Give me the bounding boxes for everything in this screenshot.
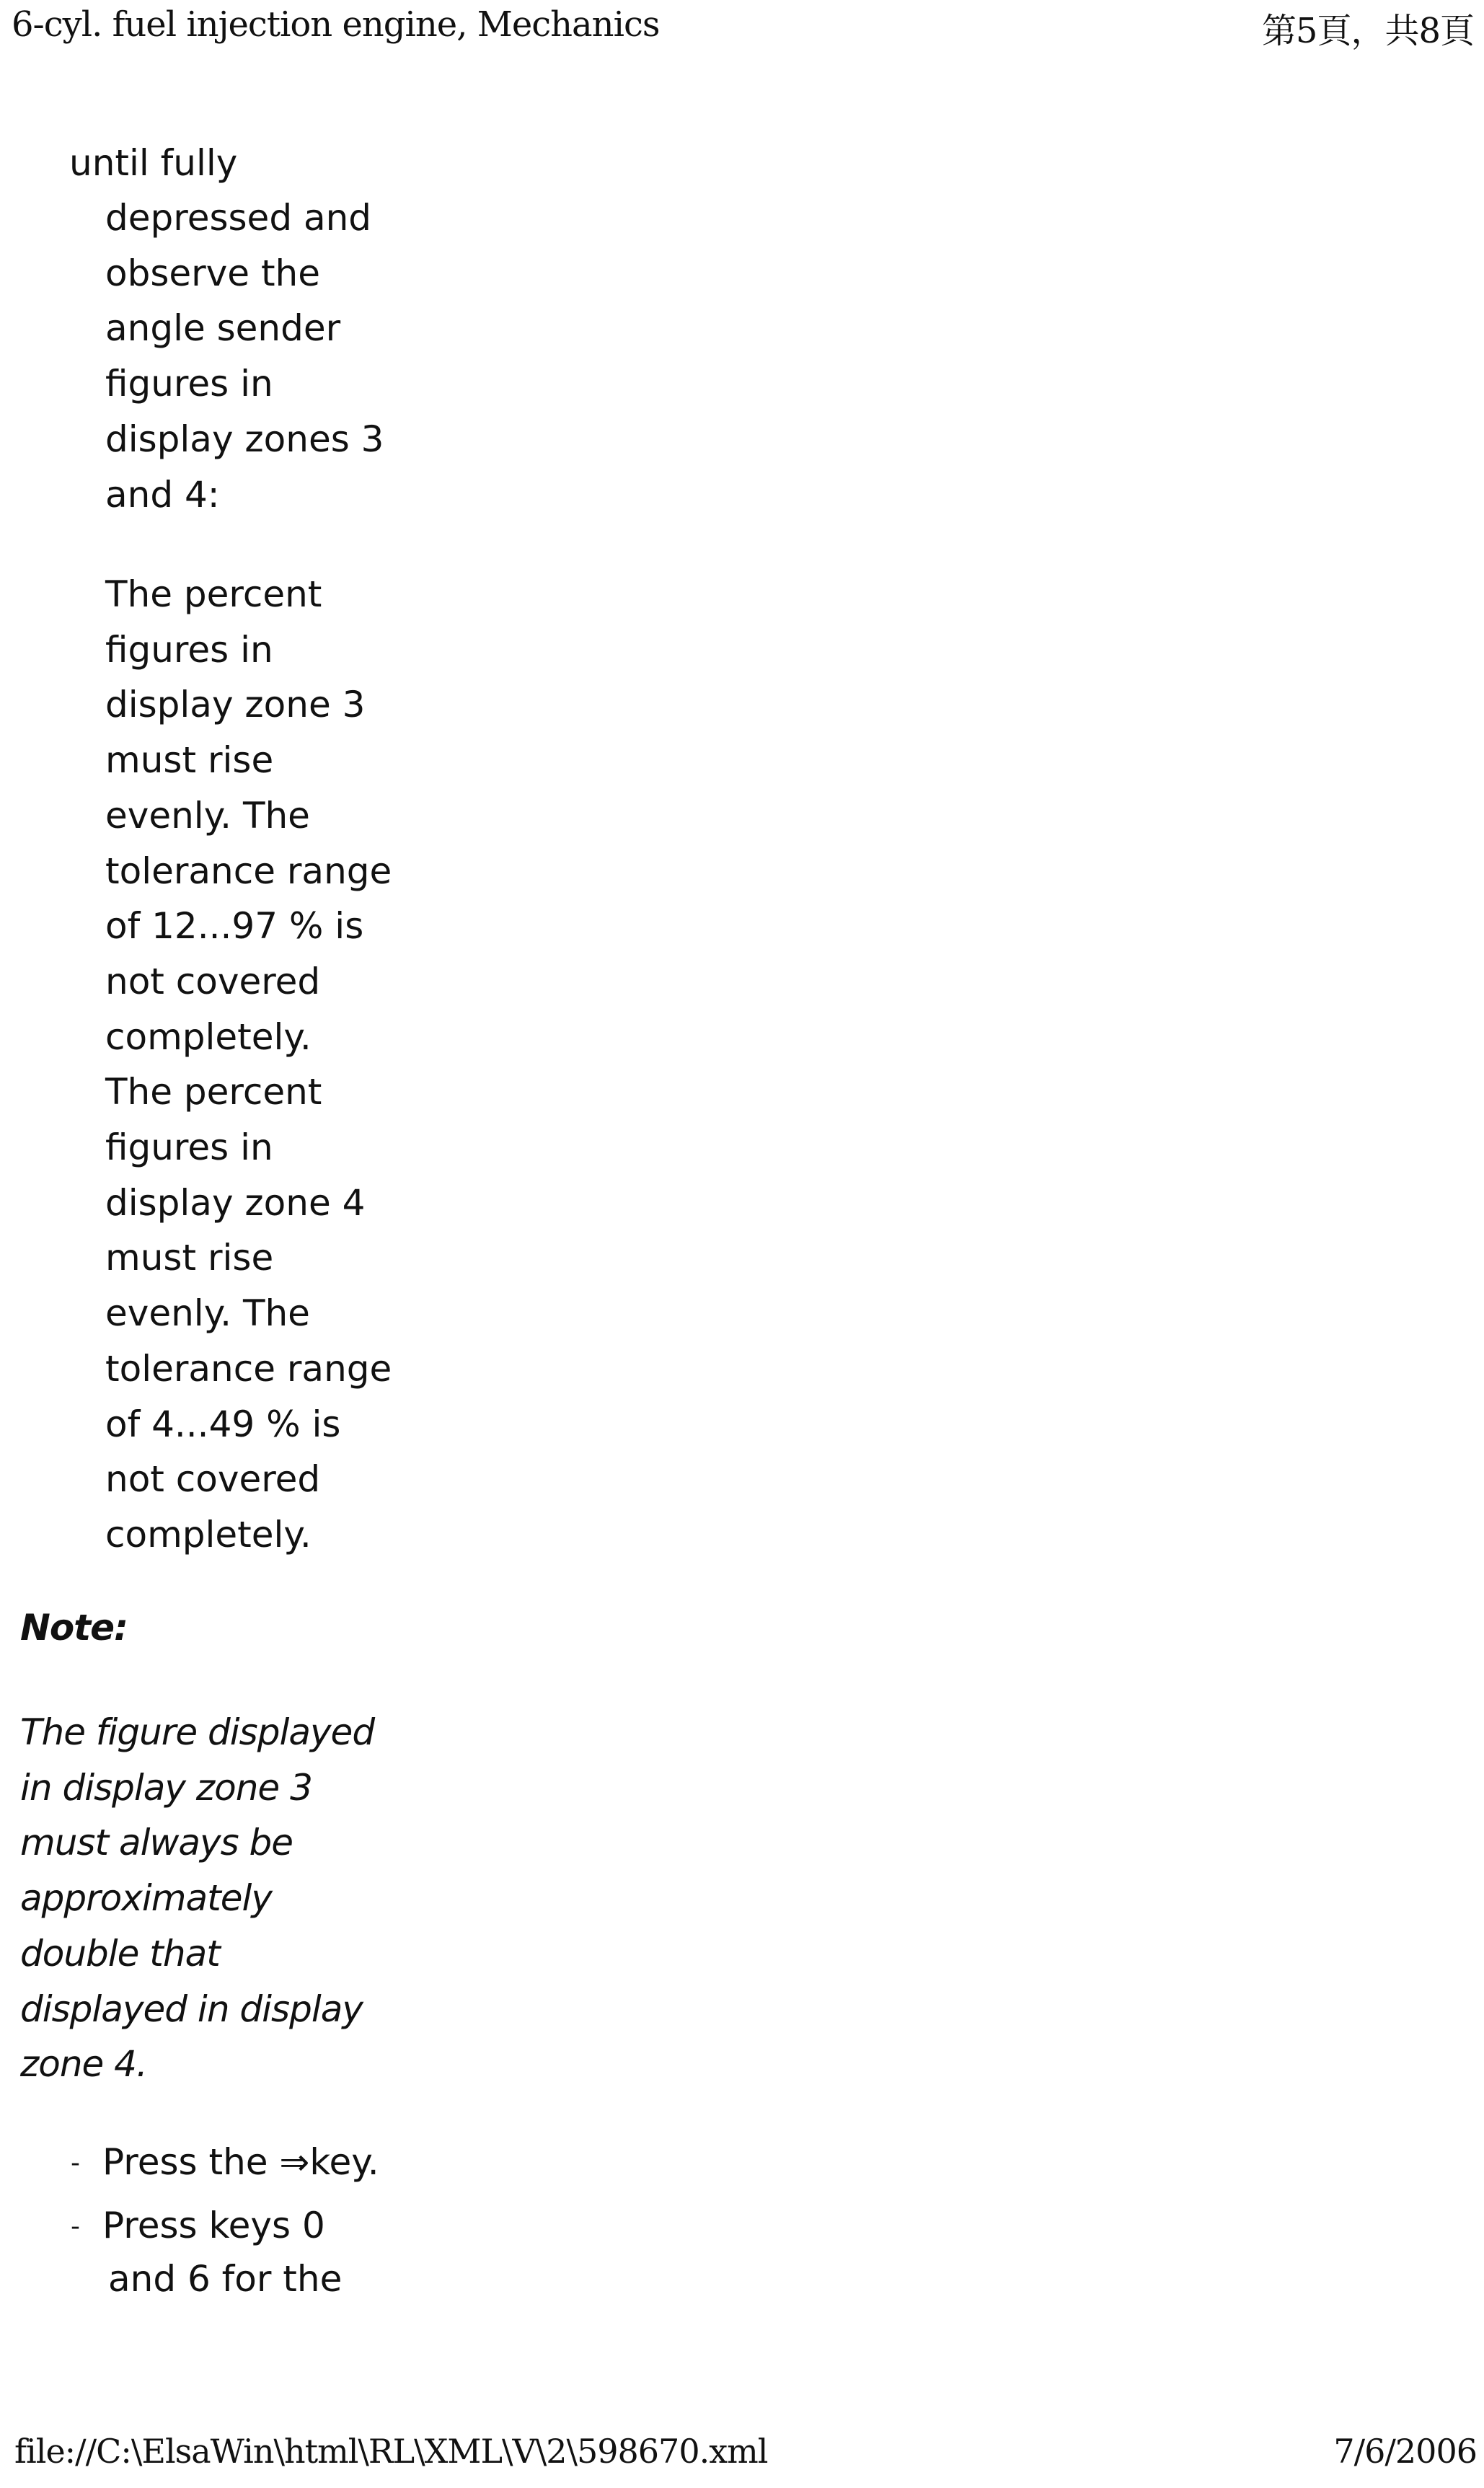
step-item xyxy=(71,2200,342,2306)
text-line: of 12...97 % is xyxy=(105,905,364,948)
text-line: and 4: xyxy=(105,473,220,516)
note-line: The figure displayed xyxy=(20,1711,375,1753)
text-line: completely. xyxy=(105,1015,312,1058)
intro-instruction-block xyxy=(105,190,384,522)
note-label: Note: xyxy=(20,1607,128,1649)
text-line: tolerance range xyxy=(105,850,392,892)
text-line: not covered xyxy=(105,1458,321,1501)
step-item xyxy=(71,2136,379,2189)
text-line: figures in xyxy=(105,1126,273,1169)
result-paragraph xyxy=(105,567,392,1563)
text-line: observe the xyxy=(105,252,320,294)
step-text: Press the ⇒key. xyxy=(102,2141,379,2183)
step-text-continued: and 6 for the xyxy=(108,2258,343,2300)
text-line: figures in xyxy=(105,363,273,405)
page-indicator: 第5頁，共8頁 xyxy=(1261,11,1474,51)
note-line: double that xyxy=(20,1932,220,1975)
text-line: figures in xyxy=(105,628,273,671)
text-line: must rise xyxy=(105,739,274,782)
file-path: file://C:\ElsaWin\html\RL\XML\V\2\598670.xml xyxy=(14,2432,768,2471)
text-line: The percent xyxy=(105,1071,322,1113)
text-line: depressed and xyxy=(105,197,372,239)
note-text xyxy=(20,1705,374,2092)
text-line: not covered xyxy=(105,960,321,1002)
text-line: display zone 4 xyxy=(105,1181,366,1224)
intro-first-line: until fully xyxy=(69,142,238,184)
text-line: evenly. The xyxy=(105,794,310,837)
note-line: displayed in display xyxy=(20,1988,363,2030)
text-line: display zone 3 xyxy=(105,684,366,726)
text-line: completely. xyxy=(105,1513,312,1556)
text-line: angle sender xyxy=(105,307,341,350)
note-line: approximately xyxy=(20,1877,272,1920)
note-line: must always be xyxy=(20,1822,293,1864)
step-bullet: - xyxy=(71,2212,80,2241)
text-line: must rise xyxy=(105,1237,274,1279)
print-date: 7/6/2006 xyxy=(1333,2432,1477,2471)
document-title: 6-cyl. fuel injection engine, Mechanics xyxy=(12,4,660,45)
text-line: display zones 3 xyxy=(105,418,384,460)
text-line: evenly. The xyxy=(105,1292,310,1335)
note-line: zone 4. xyxy=(20,2043,147,2086)
text-line: tolerance range xyxy=(105,1347,392,1390)
text-line: of 4...49 % is xyxy=(105,1403,341,1445)
text-line: The percent xyxy=(105,573,322,615)
note-line: in display zone 3 xyxy=(20,1766,312,1809)
step-text: Press keys 0 xyxy=(102,2205,325,2246)
step-bullet: - xyxy=(71,2148,80,2178)
